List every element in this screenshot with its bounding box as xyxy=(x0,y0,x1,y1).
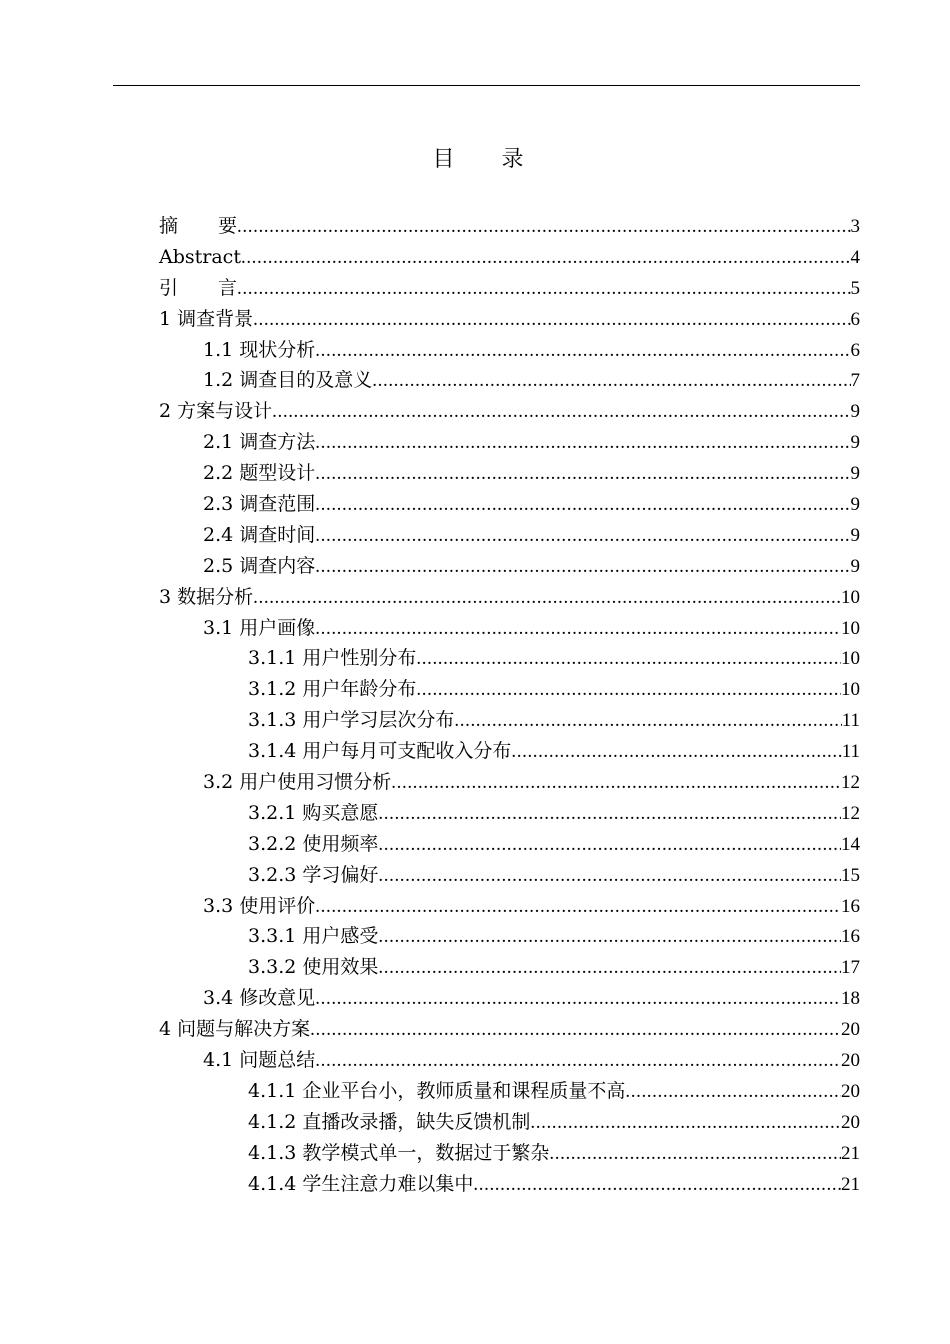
toc-entry[interactable] xyxy=(159,427,860,458)
toc-dot-leader xyxy=(473,1170,841,1201)
toc-page-number: 10 xyxy=(841,679,860,701)
toc-page-number: 9 xyxy=(850,401,860,423)
toc-page-number: 20 xyxy=(841,1050,860,1072)
toc-page-number: 9 xyxy=(850,432,860,454)
toc-dot-leader xyxy=(315,984,841,1015)
toc-entry[interactable] xyxy=(159,921,860,952)
toc-entry-label: 2 方案与设计 xyxy=(159,400,273,423)
toc-entry[interactable] xyxy=(159,582,860,613)
toc-entry[interactable] xyxy=(159,551,860,582)
toc-entry-label: 4.1.1 企业平台小，教师质量和课程质量不高 xyxy=(248,1079,626,1102)
toc-entry[interactable] xyxy=(159,304,860,335)
toc-page-number: 9 xyxy=(850,463,860,485)
toc-dot-leader xyxy=(416,675,841,706)
toc-entry[interactable] xyxy=(159,365,860,396)
table-of-contents xyxy=(159,211,860,1200)
toc-dot-leader xyxy=(315,459,850,490)
toc-entry-label: 4.1.2 直播改录播，缺失反馈机制 xyxy=(248,1110,531,1133)
toc-entry[interactable] xyxy=(159,643,860,674)
toc-entry[interactable] xyxy=(159,983,860,1014)
toc-page-number: 12 xyxy=(841,772,860,794)
toc-entry[interactable] xyxy=(159,396,860,427)
toc-dot-leader xyxy=(378,799,841,830)
toc-entry-label: 3.1 用户画像 xyxy=(203,616,316,639)
toc-dot-leader xyxy=(310,1015,841,1046)
toc-dot-leader xyxy=(315,892,841,923)
toc-entry[interactable] xyxy=(159,273,860,304)
toc-entry-label: 3.2.2 使用频率 xyxy=(248,832,379,855)
toc-entry[interactable] xyxy=(159,1045,860,1076)
toc-entry[interactable] xyxy=(159,1107,860,1138)
toc-entry-label: 1.1 现状分析 xyxy=(203,338,316,361)
toc-entry[interactable] xyxy=(159,736,860,767)
toc-entry-label: 3.1.4 用户每月可支配收入分布 xyxy=(248,740,512,763)
toc-entry-label: 1.2 调查目的及意义 xyxy=(203,369,373,392)
toc-dot-leader xyxy=(237,212,850,243)
toc-dot-leader xyxy=(315,490,850,521)
toc-entry[interactable] xyxy=(159,1138,860,1169)
toc-page-number: 20 xyxy=(841,1080,860,1102)
toc-page-number: 20 xyxy=(841,1019,860,1041)
toc-entry[interactable] xyxy=(159,1169,860,1200)
toc-entry[interactable] xyxy=(159,952,860,983)
toc-dot-leader xyxy=(315,614,841,645)
toc-page-number: 15 xyxy=(841,864,860,886)
toc-dot-leader xyxy=(625,1077,841,1108)
toc-entry[interactable] xyxy=(159,860,860,891)
toc-entry-label: 3.2.1 购买意愿 xyxy=(248,801,379,824)
toc-page-number: 21 xyxy=(841,1142,860,1164)
toc-page-number: 9 xyxy=(850,494,860,516)
toc-dot-leader xyxy=(237,274,850,305)
toc-page-number: 16 xyxy=(841,895,860,917)
toc-entry-label: 3.4 修改意见 xyxy=(203,987,316,1010)
toc-dot-leader xyxy=(391,768,841,799)
toc-entry-label: 3 数据分析 xyxy=(159,585,254,608)
toc-entry-label: 3.1.3 用户学习层次分布 xyxy=(248,709,455,732)
toc-entry[interactable] xyxy=(159,798,860,829)
toc-entry[interactable] xyxy=(159,613,860,644)
toc-entry-label: Abstract xyxy=(159,245,241,268)
toc-dot-leader xyxy=(372,366,850,397)
toc-entry-label: 3.1.1 用户性别分布 xyxy=(248,647,417,670)
toc-page-number: 6 xyxy=(850,308,860,330)
toc-entry-label: 3.2.3 学习偏好 xyxy=(248,863,379,886)
toc-entry[interactable] xyxy=(159,891,860,922)
toc-entry-label: 4.1.4 学生注意力难以集中 xyxy=(248,1172,474,1195)
toc-dot-leader xyxy=(315,428,850,459)
toc-entry-label: 3.2 用户使用习惯分析 xyxy=(203,771,392,794)
toc-entry-label: 2.3 调查范围 xyxy=(203,493,316,516)
toc-page-number: 6 xyxy=(850,339,860,361)
toc-page-number: 14 xyxy=(841,833,860,855)
toc-page-number: 3 xyxy=(850,216,860,237)
toc-dot-leader xyxy=(511,737,841,768)
toc-page-number: 21 xyxy=(841,1173,860,1195)
toc-entry-label: 3.1.2 用户年龄分布 xyxy=(248,678,417,701)
toc-page-number: 10 xyxy=(841,648,860,670)
toc-entry-label: 2.5 调查内容 xyxy=(203,554,316,577)
toc-page-number: 7 xyxy=(850,370,860,392)
toc-page-number: 10 xyxy=(841,617,860,639)
toc-dot-leader xyxy=(454,706,841,737)
toc-page-number: 11 xyxy=(841,741,860,763)
toc-entry[interactable] xyxy=(159,335,860,366)
toc-entry-label: 摘 要 xyxy=(159,215,255,237)
toc-dot-leader xyxy=(315,336,850,367)
toc-page-number: 4 xyxy=(850,246,860,268)
toc-dot-leader xyxy=(416,644,841,675)
toc-entry-label: 1 调查背景 xyxy=(159,307,254,330)
toc-entry-label: 4.1 问题总结 xyxy=(203,1049,316,1072)
toc-dot-leader xyxy=(315,1046,841,1077)
toc-dot-leader xyxy=(549,1139,841,1170)
toc-dot-leader xyxy=(315,521,850,552)
toc-page-number: 10 xyxy=(841,586,860,608)
toc-entry[interactable] xyxy=(159,674,860,705)
toc-page-number: 18 xyxy=(841,988,860,1010)
toc-page-number: 11 xyxy=(841,710,860,732)
toc-entry-label: 2.4 调查时间 xyxy=(203,523,316,546)
toc-dot-leader xyxy=(530,1108,841,1139)
toc-dot-leader xyxy=(253,305,850,336)
toc-entry[interactable] xyxy=(159,242,860,273)
toc-page-number: 16 xyxy=(841,926,860,948)
toc-dot-leader xyxy=(272,397,850,428)
toc-entry-label: 3.3.1 用户感受 xyxy=(248,925,379,948)
toc-page-number: 5 xyxy=(850,277,860,299)
toc-dot-leader xyxy=(378,861,841,892)
toc-entry[interactable] xyxy=(159,705,860,736)
header-rule xyxy=(113,85,860,86)
toc-page-number: 9 xyxy=(850,555,860,577)
toc-entry-label: 2.2 题型设计 xyxy=(203,462,316,485)
toc-entry[interactable] xyxy=(159,489,860,520)
toc-entry-label: 4 问题与解决方案 xyxy=(159,1018,311,1041)
toc-dot-leader xyxy=(378,830,841,861)
page-title: 目 录 xyxy=(432,147,544,172)
toc-entry-label: 4.1.3 教学模式单一，数据过于繁杂 xyxy=(248,1141,550,1164)
toc-entry[interactable] xyxy=(159,767,860,798)
toc-entry[interactable] xyxy=(159,829,860,860)
toc-dot-leader xyxy=(241,243,851,274)
toc-entry[interactable] xyxy=(159,520,860,551)
toc-page-number: 9 xyxy=(850,524,860,546)
toc-page-number: 12 xyxy=(841,802,860,824)
toc-entry[interactable] xyxy=(159,1014,860,1045)
toc-entry-label: 引 言 xyxy=(159,276,255,299)
toc-entry[interactable] xyxy=(159,458,860,489)
toc-dot-leader xyxy=(378,922,841,953)
toc-entry[interactable] xyxy=(159,1076,860,1107)
toc-dot-leader xyxy=(378,953,841,984)
toc-page-number: 20 xyxy=(841,1111,860,1133)
toc-entry-label: 3.3.2 使用效果 xyxy=(248,956,379,979)
toc-entry[interactable] xyxy=(159,211,860,242)
toc-entry-label: 3.3 使用评价 xyxy=(203,894,316,917)
toc-dot-leader xyxy=(315,552,850,583)
toc-dot-leader xyxy=(253,583,841,614)
toc-page-number: 17 xyxy=(841,957,860,979)
toc-entry-label: 2.1 调查方法 xyxy=(203,431,316,454)
